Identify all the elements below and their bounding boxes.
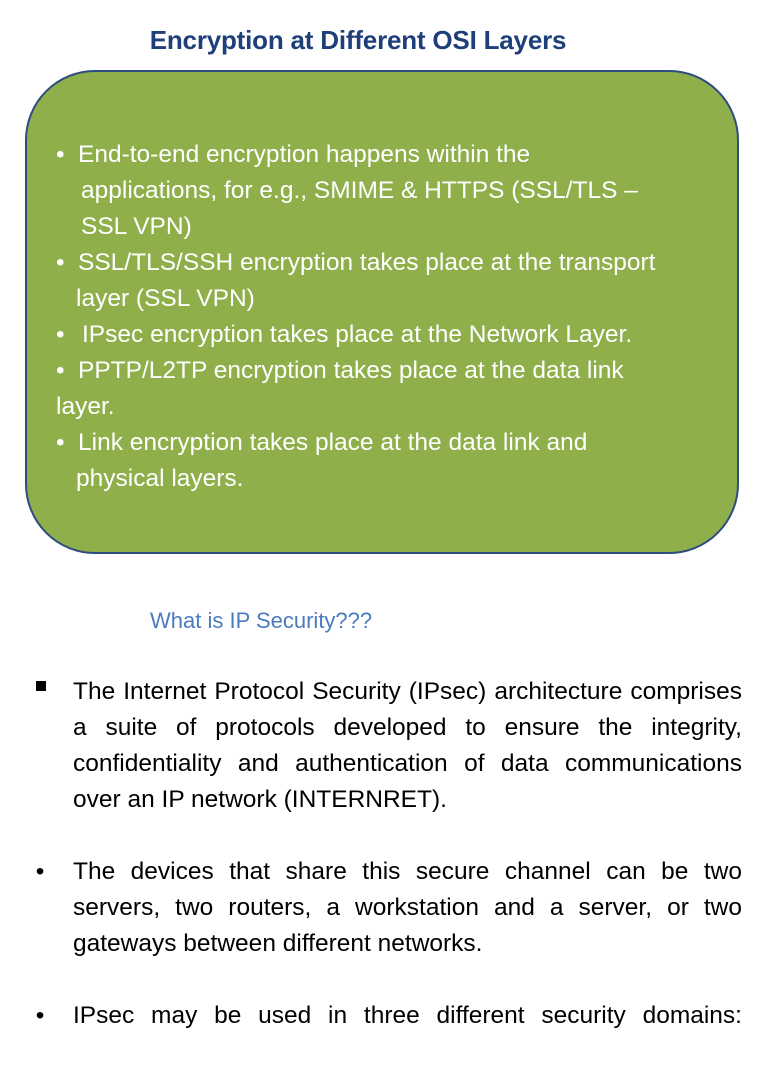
list-item (56, 245, 726, 317)
ipsec-description-list (30, 674, 742, 1070)
list-item-text: PPTP/L2TP encryption takes place at the data link (78, 357, 624, 384)
list-item-text: IPsec may be used in three different security domains: (73, 1002, 742, 1029)
list-item-text: The devices that share this secure channel can be two servers, two routers, a workstation and a server, or two gateways between different networks. (73, 858, 742, 957)
bullet-icon: • (56, 429, 65, 456)
list-item (30, 854, 742, 962)
list-item-text: physical layers. (76, 465, 244, 492)
list-item (56, 353, 726, 425)
list-item (30, 998, 742, 1034)
encryption-layers-list (56, 137, 726, 497)
list-item (56, 317, 726, 353)
list-item-text: Link encryption takes place at the data link and (78, 429, 588, 456)
bullet-icon: • (56, 249, 65, 276)
page-title: Encryption at Different OSI Layers (149, 25, 567, 55)
bullet-icon: • (35, 858, 45, 885)
bullet-icon: • (56, 141, 65, 168)
bullet-icon: • (35, 1002, 45, 1029)
list-item-text: layer. (56, 393, 115, 420)
list-item (30, 674, 742, 818)
list-item (56, 137, 726, 245)
list-item-text: IPsec encryption takes place at the Network Layer. (82, 321, 633, 348)
list-item-text: layer (SSL VPN) (76, 285, 255, 312)
list-item (56, 425, 726, 497)
section-heading: What is IP Security??? (150, 608, 373, 633)
list-item-text: SSL/TLS/SSH encryption takes place at the transport (78, 249, 656, 276)
list-item-text: End-to-end encryption happens within the (78, 141, 531, 168)
bullet-icon: • (56, 321, 65, 348)
square-bullet-icon (36, 681, 46, 691)
list-item-text: applications, for e.g., SMIME & HTTPS (SSL/TLS – (81, 177, 638, 204)
list-item-text: The Internet Protocol Security (IPsec) architecture comprises a suite of protocols developed to ensure the integrity, confidentiality and authentication of data communications over an IP network (INTERNRET). (73, 678, 742, 813)
list-item-text: SSL VPN) (81, 213, 192, 240)
bullet-icon: • (56, 357, 65, 384)
